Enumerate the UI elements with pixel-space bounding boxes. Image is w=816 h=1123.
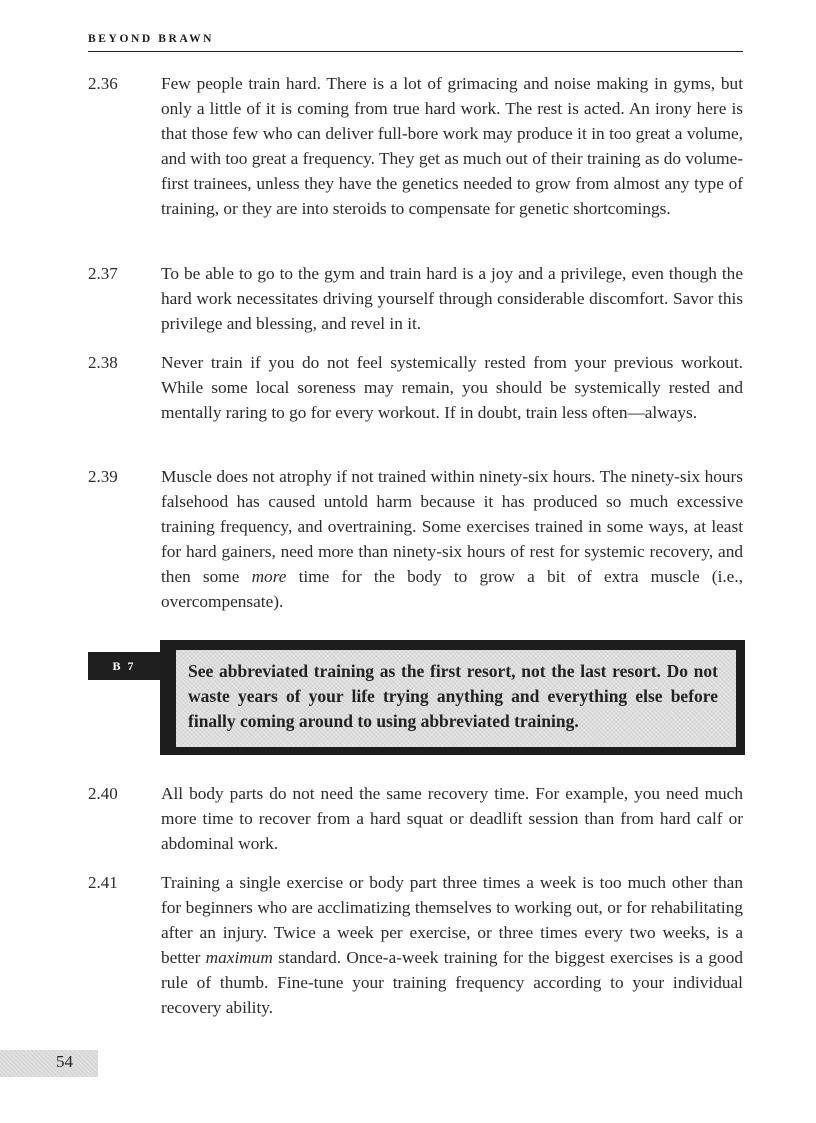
text-segment: Training a single exercise or body part three times a week is too much other than for beginners who are acclimatizing themselves to working out, or for rehabilitating after an injury. Twice a week per exercise, or three times every two weeks, is a better [161, 873, 743, 967]
paragraph-2-41 [88, 870, 743, 1020]
paragraph-2-39 [88, 464, 743, 614]
paragraph-number: 2.37 [88, 264, 118, 283]
paragraph-number: 2.41 [88, 873, 118, 892]
emphasis: more [251, 567, 287, 586]
text-segment: standard. Once-a-week training for the biggest exercises is a good rule of thumb. Fine-tune your training frequency according to your individual recovery ability. [161, 948, 743, 1017]
paragraph-number: 2.36 [88, 74, 118, 93]
header-rule [88, 51, 743, 52]
paragraph-number: 2.39 [88, 467, 118, 486]
paragraph-text: Few people train hard. There is a lot of grimacing and noise making in gyms, but only a little of it is coming from true hard work. The rest is acted. An irony here is that those few who can deliver full-bore work may produce it in too great a volume, and with too great a frequency. They get as much out of their training as do volume-first trainees, unless they have the genetics needed to grow from almost any type of training, or they are into steroids to compensate for genetic shortcomings. [161, 74, 743, 218]
paragraph-number: 2.38 [88, 353, 118, 372]
callout-text: See abbreviated training as the first resort, not the last resort. Do not waste years of your life trying anything and everything else before finally coming around to using abbreviated training. [176, 650, 736, 747]
text-segment: Muscle does not atrophy if not trained within ninety-six hours. The ninety-six hours falsehood has caused untold harm because it has produced so much excessive training frequency, and overtraining. Some exercises trained in some ways, at least for hard gainers, need more than ninety-six hours of rest for systemic recovery, and then some [161, 467, 743, 586]
paragraph-text: All body parts do not need the same recovery time. For example, you need much more time to recover from a hard squat or deadlift session than from hard calf or abdominal work. [161, 784, 743, 853]
paragraph-2-37 [88, 261, 743, 336]
paragraph-text: Never train if you do not feel systemically rested from your previous workout. While some local soreness may remain, you should be systemically rested and mentally raring to go for every workout. If in doubt, train less often—always. [161, 353, 743, 422]
running-head: BEYOND BRAWN [88, 33, 215, 45]
paragraph-text: To be able to go to the gym and train hard is a joy and a privilege, even though the hard work necessitates driving yourself through considerable discomfort. Savor this privilege and blessing, and revel in it. [161, 264, 743, 333]
callout-tab: B 7 [88, 652, 160, 680]
text-segment: time for the body to grow a bit of extra muscle (i.e., overcompensate). [161, 567, 743, 611]
paragraph-2-40 [88, 781, 743, 856]
folio-band [0, 1050, 98, 1077]
emphasis: maximum [205, 948, 273, 967]
paragraph-number: 2.40 [88, 784, 118, 803]
paragraph-text [161, 464, 743, 614]
paragraph-2-36 [88, 71, 743, 221]
paragraph-text [161, 870, 743, 1020]
paragraph-2-38 [88, 350, 743, 425]
page-number: 54 [56, 1052, 73, 1071]
